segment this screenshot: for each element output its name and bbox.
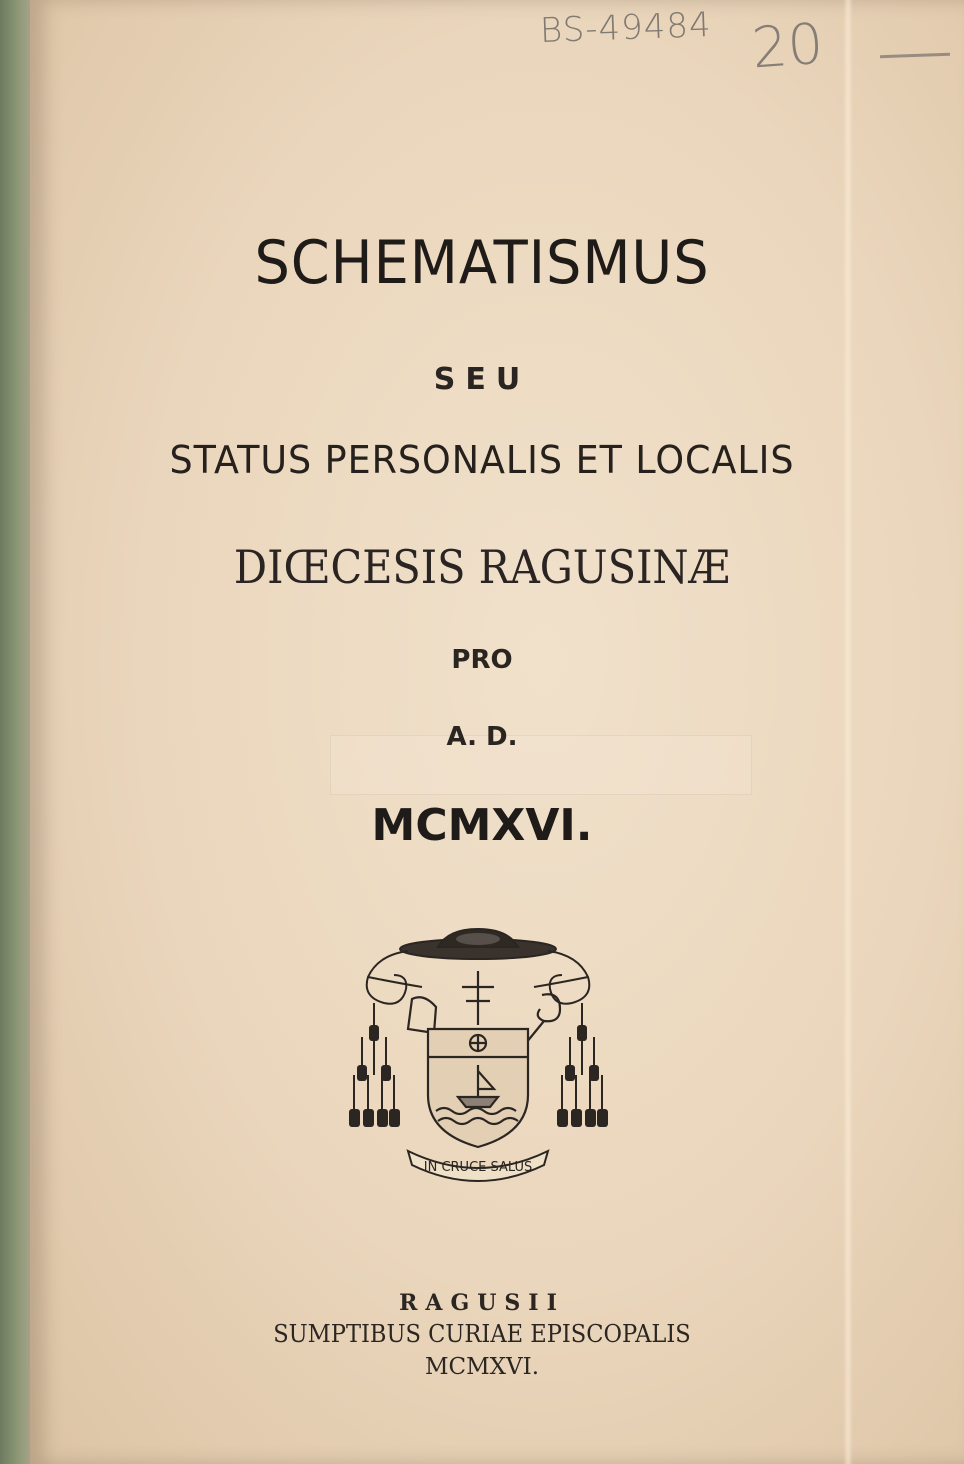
handwritten-price: 20: [749, 11, 826, 82]
book-subtitle: STATUS PERSONALIS ET LOCALIS: [169, 438, 795, 482]
anno-domini-label: A. D.: [446, 722, 518, 752]
publication-year-title: MCMXVI.: [371, 800, 593, 851]
emblem-motto: IN CRUCE SALUS: [423, 1160, 533, 1175]
handwritten-catalog-code: BS-49484: [539, 5, 713, 51]
episcopal-coat-of-arms: [338, 925, 618, 1195]
pro-label: PRO: [451, 645, 513, 675]
imprint-year: MCMXVI.: [424, 1354, 540, 1380]
diocese-name: DIŒCESIS RAGUSINÆ: [233, 540, 731, 594]
title-conjunction: SEU: [433, 362, 531, 397]
book-title: SCHEMATISMUS: [254, 228, 710, 298]
imprint-publisher: SUMPTIBUS CURIAE EPISCOPALIS: [273, 1320, 691, 1348]
imprint-place: RAGUSII: [399, 1290, 565, 1316]
